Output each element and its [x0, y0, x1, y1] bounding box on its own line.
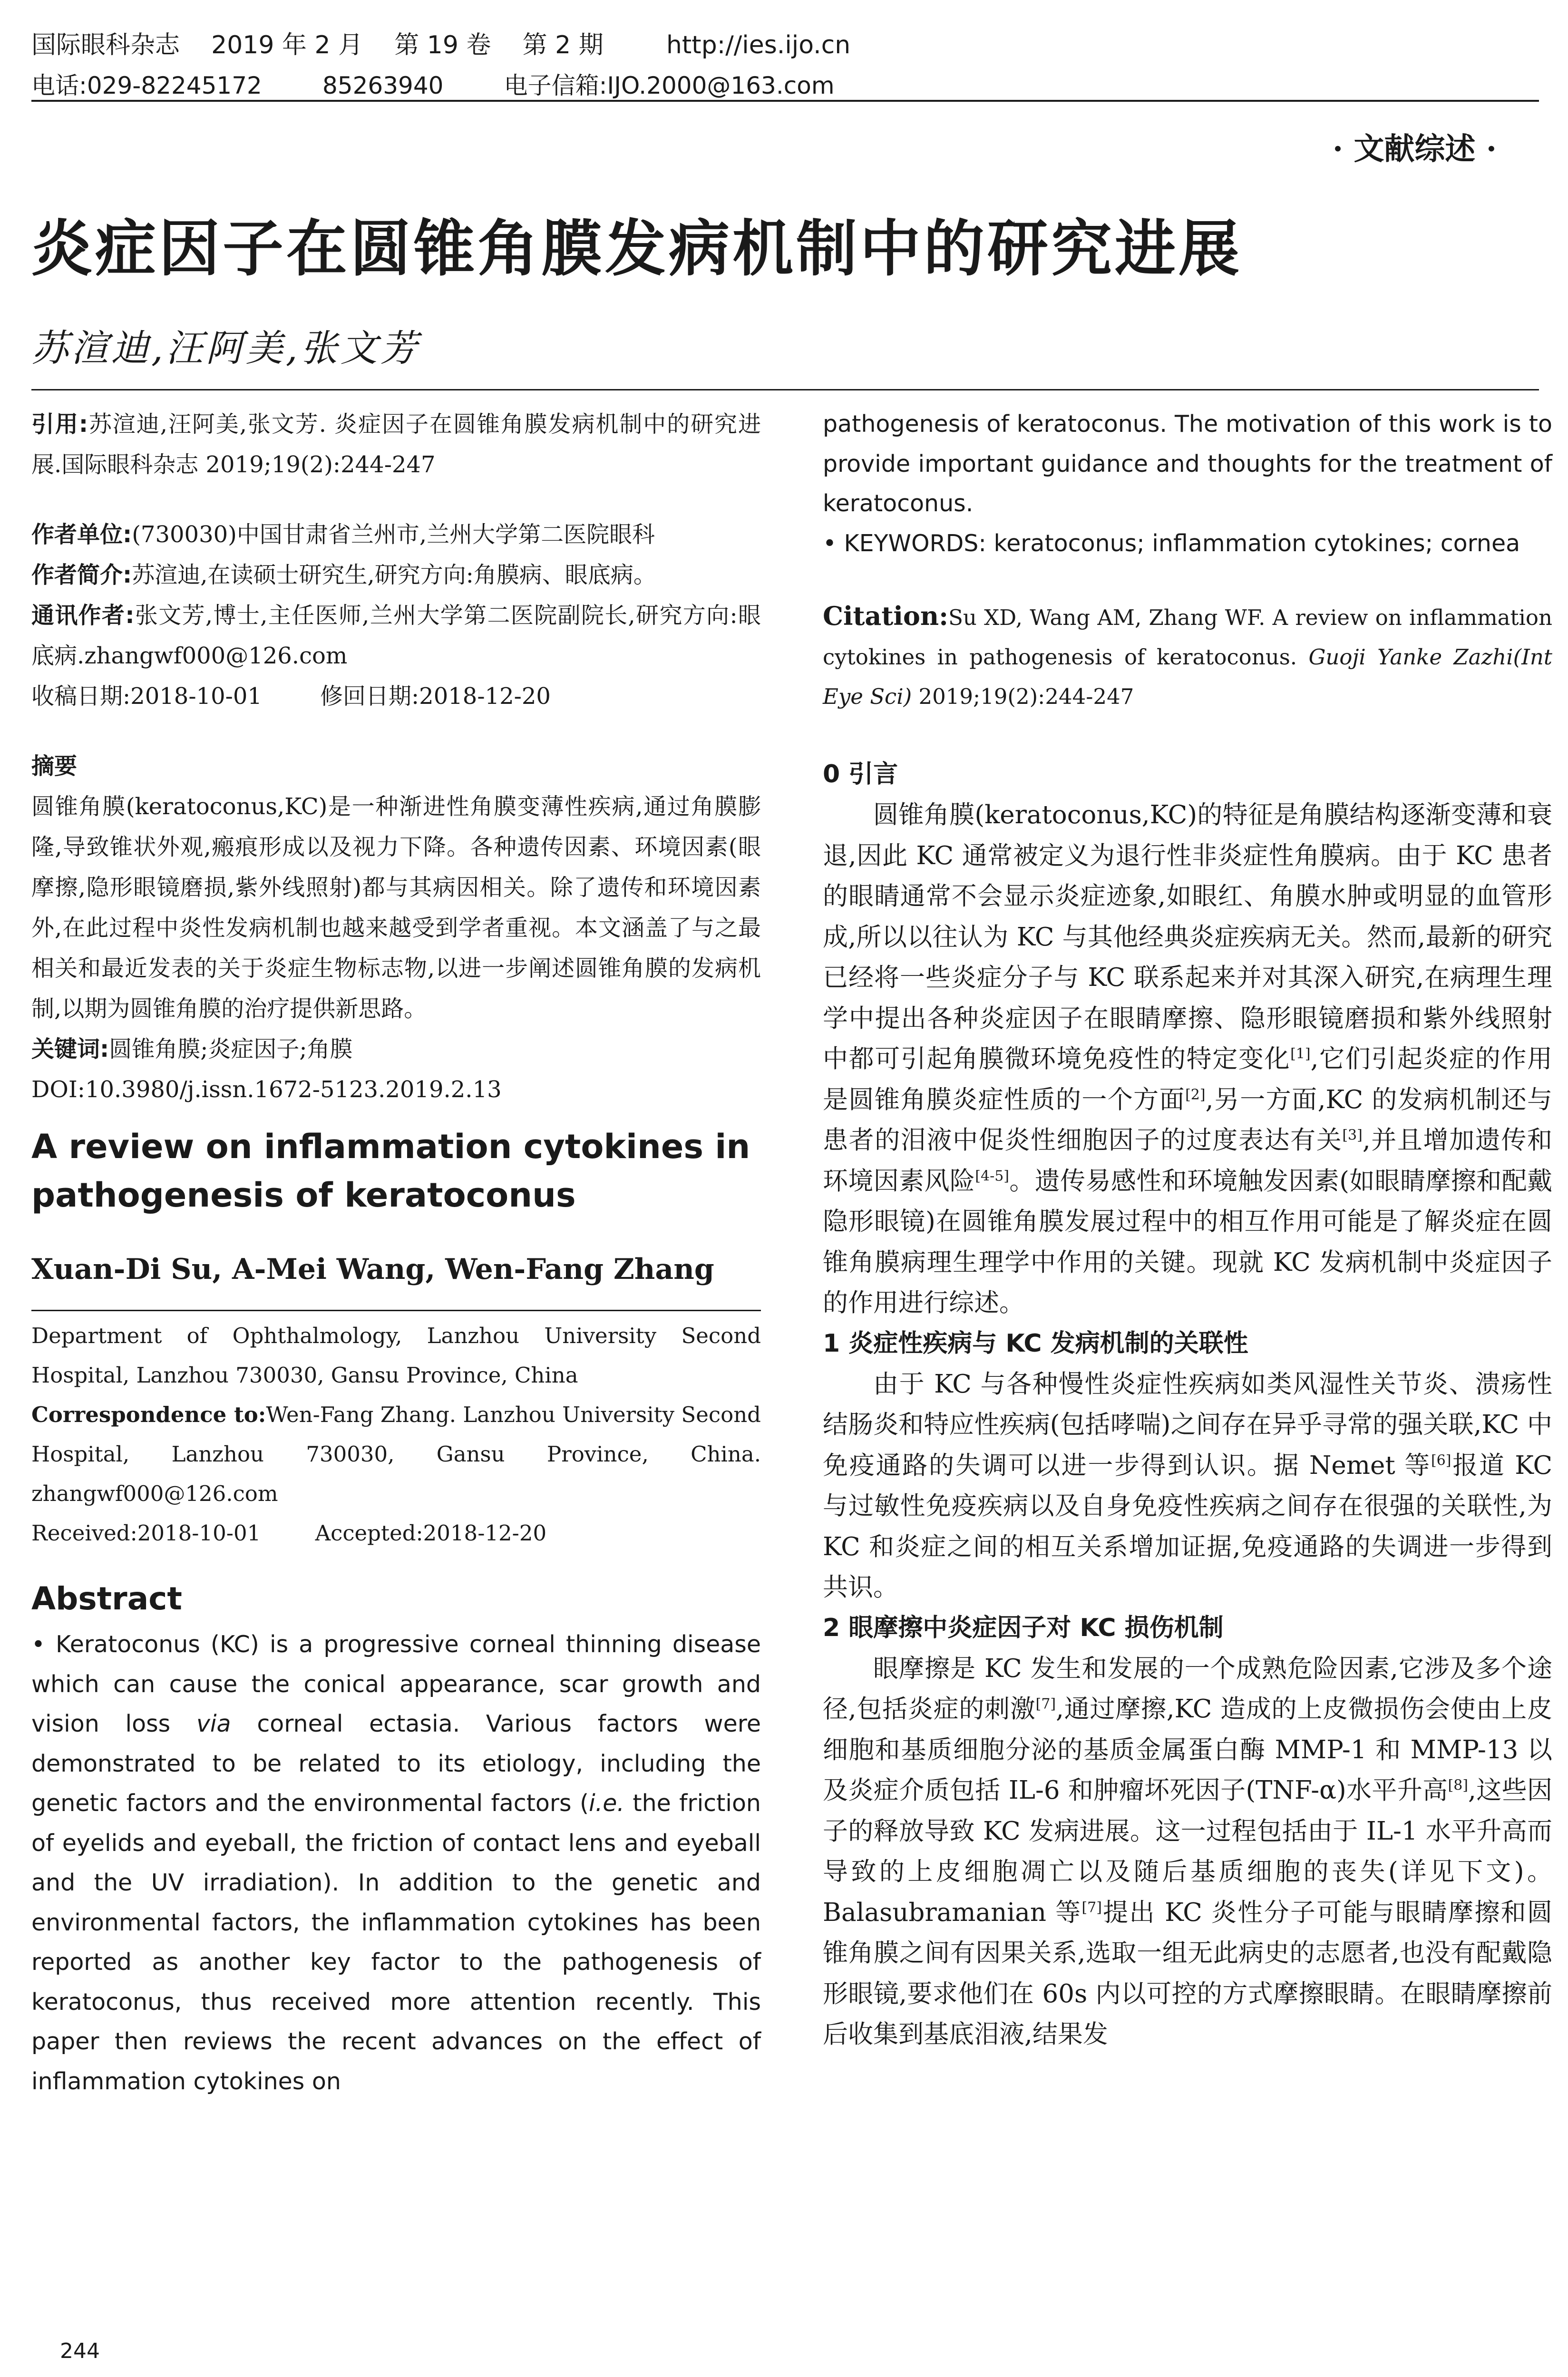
s0-part-b: ,它们引起炎症的作用是圆锥角膜炎症性质的一个方面	[823, 1044, 1552, 1114]
citation-text-en: Su XD, Wang AM, Zhang WF. A review on inflammation cytokines in pathogenesis of keratoconus.	[823, 605, 1552, 670]
section-0-heading: 0 引言	[823, 760, 898, 789]
keywords-label: 关键词:	[31, 1036, 109, 1062]
doi: DOI:10.3980/j.issn.1672-5123.2019.2.13	[31, 1076, 502, 1103]
s0-part-a: 圆锥角膜(keratoconus,KC)的特征是角膜结构逐渐变薄和衰退,因此 KC 通常被定义为退行性非炎症性角膜病。由于 KC 患者的眼睛通常不会显示炎症迹象,如眼红、角膜水肿或明显的血管形成,所以以往认为 KC 与其他经典炎症疾病无关。然而,最新的研究已经将一些炎症分子与 KC 联系起来并对其深入研究,在病理生理学中提出各种炎症因子在眼睛摩擦、隐形眼镜磨损和紫外线照射中都可引起角膜微环境免疫性的特定变化	[823, 800, 1552, 1073]
english-author-rule	[31, 1310, 761, 1311]
s1-part-b: 报道 KC 与过敏性免疫疾病以及自身免疫性疾病之间存在很强的关联性,为 KC 和炎症之间的相互关系增加证据,免疫通路的失调进一步得到共识。	[823, 1451, 1552, 1602]
english-title: A review on inflammation cytokines in pathogenesis of keratoconus	[31, 1127, 750, 1215]
english-keywords	[823, 524, 1552, 564]
ref-3: [3]	[1342, 1127, 1363, 1144]
author-bio	[31, 555, 761, 595]
section-1-text	[823, 1364, 1552, 1608]
english-authors: Xuan-Di Su, A-Mei Wang, Wen-Fang Zhang	[31, 1253, 714, 1286]
abstract-part1: • Keratoconus (KC) is a progressive corneal thinning disease which can cause the conical appearance, scar growth and vision loss	[31, 1631, 761, 1737]
abstract-cn-text: 圆锥角膜(keratoconus,KC)是一种渐进性角膜变薄性疾病,通过角膜膨隆,导致锥状外观,瘢痕形成以及视力下降。各种遗传因素、环境因素(眼摩擦,隐形眼镜磨损,紫外线照射)都与其病因相关。除了遗传和环境因素外,在此过程中炎性发病机制也越来越受到学者重视。本文涵盖了与之最相关和最近发表的关于炎症生物标志物,以进一步阐述圆锥角膜的发病机制,以期为圆锥角膜的治疗提供新思路。	[31, 793, 761, 1022]
s2-part-a: 眼摩擦是 KC 发生和发展的一个成熟危险因素,它涉及多个途径,包括炎症的刺激	[823, 1654, 1552, 1724]
keywords-text: 圆锥角膜;炎症因子;角膜	[109, 1036, 353, 1062]
article-title: 炎症因子在圆锥角膜发病机制中的研究进展	[31, 214, 1243, 284]
citation-text: 苏渲迪,汪阿美,张文芳. 炎症因子在圆锥角膜发病机制中的研究进展.国际眼科杂志 2019;19(2):244-247	[31, 411, 761, 478]
ref-7b: [7]	[1081, 1899, 1102, 1916]
english-correspondence	[31, 1395, 761, 1513]
s2-part-b: ,通过摩擦,KC 造成的上皮微损伤会使由上皮细胞和基质细胞分泌的基质金属蛋白酶 MMP-1 和 MMP-13 以及炎症介质包括 IL-6 和肿瘤坏死因子(TNF-α)水平升高	[823, 1695, 1552, 1805]
english-department: Department of Ophthalmology, Lanzhou University Second Hospital, Lanzhou 730030, Gansu Province, China	[31, 1323, 761, 1388]
s2-part-c: ,这些因子的释放导致 KC 发病进展。这一过程包括由于 IL-1 水平升高而导致的上皮细胞凋亡以及随后基质细胞的丧失(详见下文)。Balasubramanian 等	[823, 1776, 1552, 1927]
ref-1: [1]	[1290, 1045, 1311, 1062]
citation-label-en: Citation:	[823, 601, 949, 631]
left-column	[31, 404, 761, 2101]
english-keywords-text: keratoconus; inflammation cytokines; cornea	[986, 529, 1520, 557]
journal-header-line2: 电话:029-82245172 85263940 电子信箱:IJO.2000@163.com	[31, 72, 835, 99]
section-2-heading: 2 眼摩擦中炎症因子对 KC 损伤机制	[823, 1613, 1224, 1642]
ref-2: [2]	[1185, 1086, 1206, 1103]
bio-text: 苏渲迪,在读硕士研究生,研究方向:角膜病、眼底病。	[132, 562, 656, 588]
journal-header-line1: 国际眼科杂志 2019 年 2 月 第 19 卷 第 2 期 http://ies.ijo.cn	[31, 31, 851, 59]
english-corr-text: Wen-Fang Zhang. Lanzhou University Second Hospital, Lanzhou 730030, Gansu Province, China. zhangwf000@126.com	[31, 1402, 761, 1506]
abstract-italic-ie: i.e.	[589, 1790, 624, 1817]
english-keywords-label: • KEYWORDS:	[823, 529, 986, 557]
corr-text: 张文芳,博士,主任医师,兰州大学第二医院副院长,研究方向:眼底病.zhangwf000@126.com	[31, 602, 761, 669]
section-tag: · 文献综述 ·	[1332, 131, 1497, 167]
english-abstract-continued: pathogenesis of keratoconus. The motivation of this work is to provide important guidance and thoughts for the treatment of keratoconus.	[823, 410, 1552, 517]
bio-label: 作者简介:	[31, 562, 132, 588]
s0-part-d: ,并且增加遗传和环境因素风险	[823, 1126, 1552, 1196]
english-corr-label: Correspondence to:	[31, 1402, 266, 1427]
corresponding-author	[31, 595, 761, 676]
ref-8: [8]	[1448, 1777, 1469, 1794]
abstract-heading-cn	[31, 746, 761, 787]
section-1-heading: 1 炎症性疾病与 KC 发病机制的关联性	[823, 1329, 1248, 1358]
page-number: 244	[60, 2339, 100, 2363]
affiliation	[31, 515, 761, 555]
abstract-heading-label: 摘要	[31, 753, 78, 779]
section-0-text	[823, 795, 1552, 1324]
chinese-citation	[31, 404, 761, 485]
english-citation	[823, 596, 1552, 716]
affiliation-text: (730030)中国甘肃省兰州市,兰州大学第二医院眼科	[132, 521, 655, 548]
s1-part-a: 由于 KC 与各种慢性炎症性疾病如类风湿性关节炎、溃疡性结肠炎和特应性疾病(包括哮喘)之间存在异乎寻常的强关联,KC 中免疫通路的失调可以进一步得到认识。据 Nemet 等	[823, 1369, 1552, 1480]
citation-label: 引用:	[31, 411, 88, 438]
header-rule	[31, 100, 1539, 102]
english-abstract-text	[31, 1625, 761, 2101]
citation-journal: Guoji Yanke Zazhi(Int Eye Sci)	[823, 644, 1552, 709]
citation-volume: 2019;19(2):244-247	[912, 684, 1134, 709]
ref-4-5: [4-5]	[975, 1167, 1009, 1184]
right-column	[823, 404, 1552, 2055]
abstract-italic-via: via	[196, 1710, 231, 1737]
keywords-cn	[31, 1029, 761, 1070]
ref-7: [7]	[1035, 1695, 1056, 1713]
english-received: Received:2018-10-01 Accepted:2018-12-20	[31, 1520, 547, 1546]
author-list: 苏渲迪,汪阿美,张文芳	[31, 327, 420, 370]
s2-part-d: 提出 KC 炎性分子可能与眼睛摩擦和圆锥角膜之间有因果关系,选取一组无此病史的志愿者,也没有配戴隐形眼镜,要求他们在 60s 内以可控的方式摩擦眼睛。在眼睛摩擦前后收集到基底泪液,结果发	[823, 1898, 1552, 2049]
section-2-text	[823, 1648, 1552, 2055]
s0-part-e: 。遗传易感性和环境触发因素(如眼睛摩擦和配戴隐形眼镜)在圆锥角膜发展过程中的相互作用可能是了解炎症在圆锥角膜病理生理学中作用的关键。现就 KC 发病机制中炎症因子的作用进行综述。	[823, 1166, 1553, 1317]
corr-label: 通讯作者:	[31, 602, 135, 629]
ref-6: [6]	[1431, 1452, 1451, 1469]
english-abstract-heading: Abstract	[31, 1580, 182, 1617]
title-rule	[31, 389, 1539, 390]
received-dates: 收稿日期:2018-10-01 修回日期:2018-12-20	[31, 683, 551, 710]
affiliation-label: 作者单位:	[31, 521, 132, 548]
abstract-part2: corneal ectasia. Various factors were demonstrated to be related to its etiology, including the genetic factors and the environmental factors (	[31, 1710, 761, 1817]
abstract-part3: the friction of eyelids and eyeball, the friction of contact lens and eyeball and the UV irradiation). In addition to the genetic and environmental factors, the inflammation cytokines has been reported as another key factor to the pathogenesis of keratoconus, thus received more attention recently. This paper then reviews the recent advances on the effect of inflammation cytokines on	[31, 1790, 761, 2095]
s0-part-c: ,另一方面,KC 的发病机制还与患者的泪液中促炎性细胞因子的过度表达有关	[823, 1085, 1553, 1155]
